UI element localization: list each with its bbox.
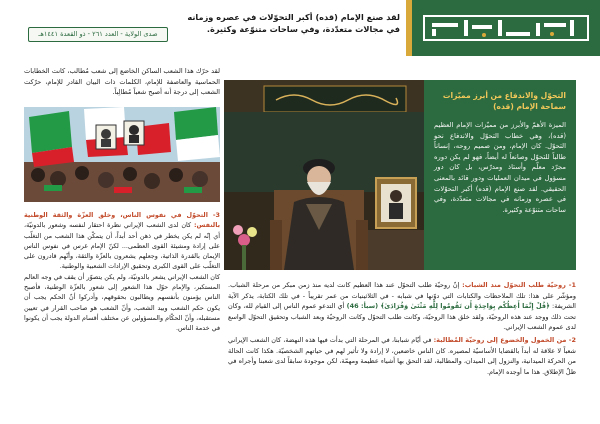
page-headline: لقد صنع الإمام (قده) أكبر التحوّلات في عصره وزمانه في مجالات متعدّدة، وفي ساحات متنوّعة وكثيرة. <box>187 12 400 34</box>
right-column <box>228 280 576 379</box>
quran-quote: ﴿قُلْ إِنَّمَا أَعِظُكُم بِوَاحِدَةٍ أَن تَقُومُوا لِلَّهِ مَثْنَىٰ وَفُرَادَىٰ﴾ (سبأ: 46) <box>346 302 550 311</box>
left-paragraph-2: كان الشعب الإيراني يشعر بالدونيّة، ولم يكن يتصوّر أن يقف في وجه العالم المستكبر، والإمام حوّل هذا الشعور إلى شعور بالعزّة الوطنية، فأصبح الناس يؤمنون بأنفسهم ويطالبون بحقوقهم، وأدركوا أنّ الحكم يجب أن يكون حكم الشعب وبيد الشعب، وأنّ الشعب هو صاحب القرار في تعيين مستقبله، وأنّ الحكّام والمسؤولين عن مختلف أقسام الدولة يجب أن يكونوا في خدمة الناس. <box>24 272 220 333</box>
left-subheading: 3- التحوّل في نفوس الناس، وخلق العزّة والثقة الوطنية بالنفس: <box>24 211 220 230</box>
right-paragraph-1-rest: أي التدعو عموم الناس إلى القيام لله، وكان تحت ذلك ووجد عند هذه الروحيّة، ولقد خلق هذا الروحيّة، وكانت طلب التحوّل وكانت الروحيّة وبعد الشباب وتحقيق التحوّل الواسع لدى عموم الشعب الإيراني. <box>228 302 576 332</box>
rally-photo <box>24 107 220 202</box>
right-paragraph-1 <box>228 280 576 333</box>
right-subheading-2: 2- من الخمول والخضوع إلى روحيّة المُطالبة: <box>433 335 576 344</box>
right-paragraph-2 <box>228 335 576 377</box>
side-panel <box>424 80 576 270</box>
logo-mark <box>420 10 592 46</box>
magazine-logo <box>412 0 600 56</box>
left-paragraph-text: كان لدى الشعب الإيراني نظرة احتقار لنفسه وشعور بالدونيّة، أي إنّه لم يكن يخطر في ذهن أحد أبداً، أن يتمكّن هذا الشعب من التغلّب على إرادة ومشيئة القوى العظمى... لكنّ الإمام غرس في نفوس الناس الإيمان بالقدرة الذاتية، وجعلهم يشعرون بالعزّة والثقة، وأنّهم قادرون على التغلّب على القوى الكبرى وتحقيق الإرادات الشعبية والوطنية. <box>24 221 220 271</box>
right-paragraph-2-text: في أيّام شبابنا، في المرحلة التي بدأت فيها هذه النهضة، كان الشعب الإيراني شعباً لا علاقة له أبداً بالقضايا الأساسيّة لمصيره. كان الناس خاضعين، لا إرادة ولا تأثير لهم في حياتهم الشخصيّة. هكذا كانت الحالة من الحركة الميدانية، والنزول إلى الميدان، والمطالبة، لقد التحق بها أشياء عظيمة ومهمّة، لكن موجودة سابقاً لدى شعبنا وأجراه في ظلّ الإطلاق. هذا ما أوجده الإمام. <box>228 335 576 376</box>
intro-paragraph: لقد حرّك هذا الشعب الساكن الخاضع إلى شعب مُطالب، كانت الخطابات الحماسية والعاصفة للإمام، الكلمات ذات البيان القادر للإمام، حرّكت الشعب إلى درجة أنه أصبح شعباً مُطالِباً. <box>24 67 220 96</box>
right-paragraph-1-text: إنّ روحيّة طلب التحوّل عند هذا العظيم كانت لديه منذ زمن مبكر من مرحلة الشباب. ومؤشّر على هذا: تلك الملاحظات والكتابات التي دوّنها في شبابه - في الثلاثينيات من عمر تقريباً - في تلك الكتابة، يذكر الآية الشريفة: <box>228 281 576 311</box>
left-paragraph <box>24 210 220 272</box>
issue-label: صدى الولاية - العدد ٢٦١ - ذو القعدة ١٤٤١هـ <box>28 27 168 42</box>
left-column <box>24 210 220 334</box>
accent-stripe <box>406 0 412 56</box>
right-subheading-1: 1- روحيّة طلب التحوّل مند الشباب: <box>462 281 576 289</box>
side-panel-body: الميزة الأهمّ والأبرز من مميّزات الإمام العظيم (قده)، وهي خطاب التحوّل والاندفاع نحو التحوّل. كان الإمام، ومن صميم روحه، إنساناً طالباً للتحوّل وصانعاً له أيضاً، فهو لم يكن دوره مجرّد معلّم وأستاذ ومدرّس، بل كان دور مسؤول في ميدان العمليات ودور قائد بالمعنى الحقيقي. لقد صنع الإمام (قده) أكبر التحوّلات في عصره وزمانه في مجالات متعدّدة، وفي ساحات متنوّعة وكثيرة. <box>434 121 566 214</box>
leader-photo <box>224 80 446 270</box>
page-header <box>0 0 600 56</box>
side-panel-title: التحوّل والاندفاع من أبرز مميّزات سماحة الإمام (قده) <box>442 91 566 111</box>
